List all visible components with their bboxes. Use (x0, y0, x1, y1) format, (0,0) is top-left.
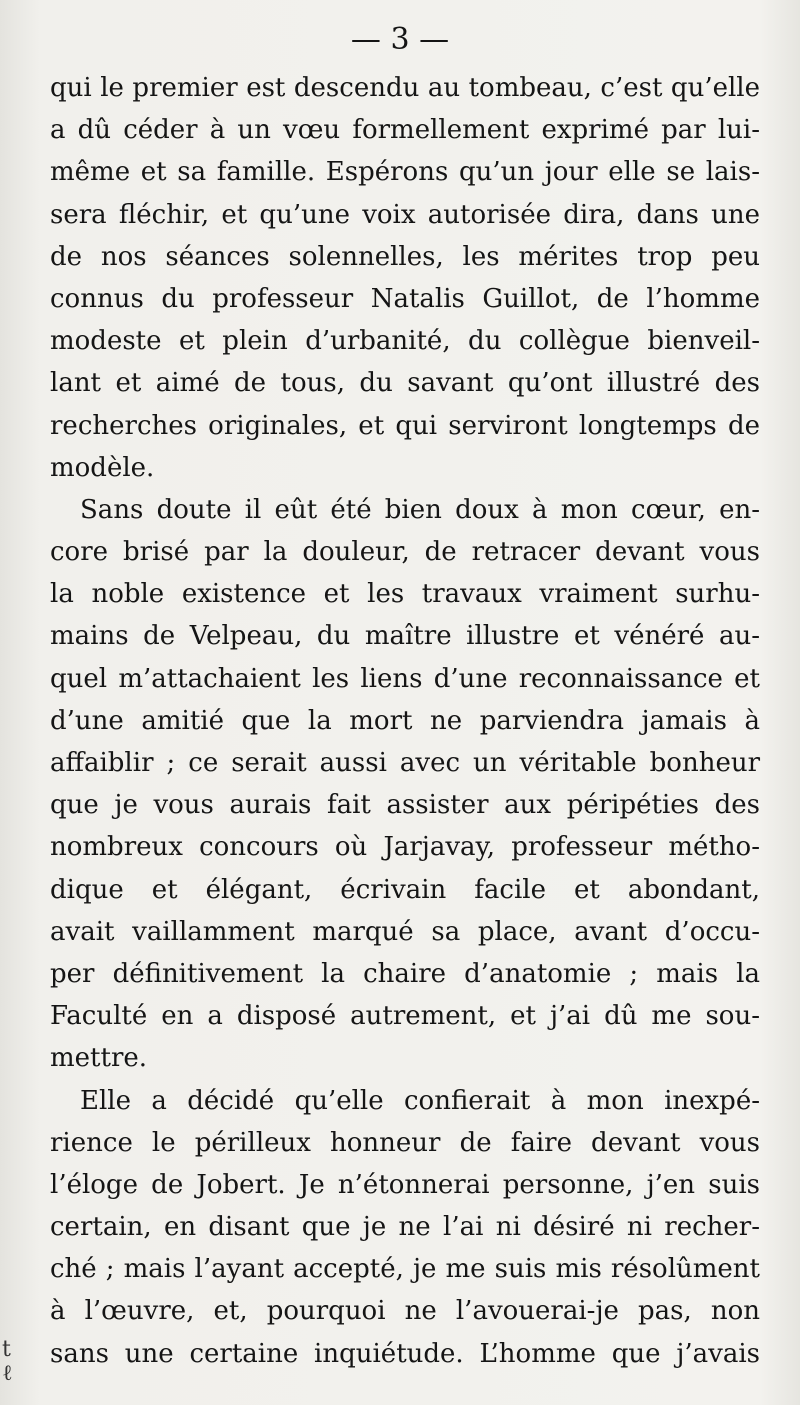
text-line: nombreux concours où Jarjavay, professeur métho- (50, 832, 760, 863)
text-line: la noble existence et les travaux vraiment surhu- (50, 579, 760, 610)
text-line: mettre. (50, 1043, 148, 1074)
text-line: recherches originales, et qui serviront longtemps de (50, 410, 760, 441)
text-line: quel m’attachaient les liens d’une reconnaissance et (50, 663, 760, 694)
text-line: Sans doute il eût été bien doux à mon cœur, en- (80, 494, 760, 525)
body-text (50, 67, 760, 1375)
text-line: dique et élégant, écrivain facile et abondant, (50, 874, 760, 905)
text-line: l’éloge de Jobert. Je n’étonnerai personne, j’en suis (50, 1169, 760, 1200)
paragraph-2 (50, 489, 760, 1080)
text-line: connus du professeur Natalis Guillot, de l’homme (50, 283, 760, 314)
text-line: que je vous aurais fait assister aux péripéties des (50, 790, 760, 821)
text-line: Faculté en a disposé autrement, et j’ai dû me sou- (50, 1001, 760, 1032)
margin-annotation: t ℓ (2, 1337, 13, 1386)
text-line: a dû céder à un vœu formellement exprimé par lui- (50, 115, 760, 146)
text-line: d’une amitié que la mort ne parviendra jamais à (50, 705, 760, 736)
text-line: rience le périlleux honneur de faire devant vous (50, 1127, 760, 1158)
text-line: Elle a décidé qu’elle confierait à mon inexpé- (80, 1085, 760, 1116)
text-line: modeste et plein d’urbanité, du collègue bienveil- (50, 326, 760, 357)
page-number: — 3 — (350, 22, 450, 57)
text-line: à l’œuvre, et, pourquoi ne l’avouerai-je pas, non (50, 1296, 760, 1327)
text-line: per définitivement la chaire d’anatomie ; mais la (50, 958, 760, 989)
paragraph-1 (50, 67, 760, 489)
text-line: lant et aimé de tous, du savant qu’ont illustré des (50, 368, 760, 399)
text-line: ché ; mais l’ayant accepté, je me suis mis résolûment (50, 1254, 760, 1285)
text-line: qui le premier est descendu au tombeau, c’est qu’elle (50, 73, 760, 103)
text-line: sera fléchir, et qu’une voix autorisée dira, dans une (50, 199, 760, 230)
text-line: core brisé par la douleur, de retracer devant vous (50, 537, 760, 568)
text-line: sans une certaine inquiétude. L’homme que j’avais (50, 1338, 760, 1369)
text-line: affaiblir ; ce serait aussi avec un véritable bonheur (50, 748, 760, 778)
text-line: certain, en disant que je ne l’ai ni désiré ni recher- (50, 1212, 760, 1243)
text-line: avait vaillamment marqué sa place, avant d’occu- (50, 916, 760, 947)
paragraph-3 (50, 1080, 760, 1375)
text-line: même et sa famille. Espérons qu’un jour elle se lais- (50, 157, 760, 188)
text-line: mains de Velpeau, du maître illustre et vénéré au- (50, 621, 760, 652)
text-line: modèle. (50, 452, 155, 483)
text-line: de nos séances solennelles, les mérites trop peu (50, 241, 760, 272)
